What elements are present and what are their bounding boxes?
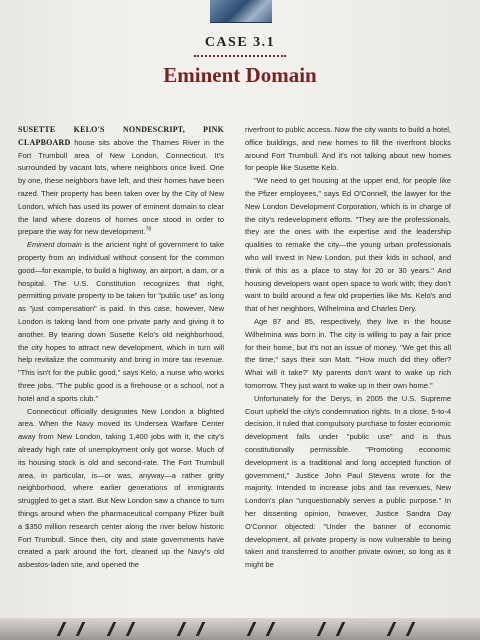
- paragraph-1-text: house sits above the Thames River in the Fort Trumbull area of New London, Connecticut. It's surrounded by vacant lots, where neighbors once lived. One by one, these neighbors have left, and their homes have been razed. Their property has been taken over by the City of New London, which has used its power of eminent domain to clear the land where dozens of homes once stood in order to prepare the way for new development.: [18, 137, 224, 237]
- paragraph-7: Unfortunately for the Derys, in 2005 the U.S. Supreme Court upheld the city's condemnation rights. In a close, 5-to-4 decision, it ruled that compulsory purchase to foster economic development falls under "public use" and is thus constitutionally permissible. "Promoting economic development is a traditional and long accepted function of government," Justice John Paul Stevens wrote for the majority. Intended to increase jobs and tax revenues, New London's plan "unquestionably serves a public purpose." In her dissenting opinion, however, Justice Sandra Day O'Connor objected: "Under the banner of economic development, all private property is now vulnerable to being taken and transferred to another private owner, so long as it might be: [245, 393, 451, 570]
- header-photo-strip: [210, 0, 272, 23]
- paragraph-2-text: is the ancient right of government to take property from an individual without consent for the common good—for example, to build a highway, an airport, a dam, or a hospital. The U.S. Constitution recognizes that right, permitting private property to be taken for "public use" as long as "just compensation" is paid. In this case, however, New London is taking land from one private party and giving it to another. By tearing down Susette Kelo's old neighborhood, the city hopes to attract new development, which in turn will help revitalize the community and bring in more tax revenue. "This isn't for the public good," says Kelo, a nurse who works three jobs. "The public good is a firehouse or a school, not a hotel and a sports club.": [18, 240, 224, 403]
- paragraph-2: [18, 239, 224, 405]
- term-eminent-domain: Eminent domain: [27, 240, 82, 250]
- decor-mark: [107, 622, 136, 636]
- paragraph-4: riverfront to public access. Now the city wants to build a hotel, office buildings, and new homes to fill the riverfront blocks around Fort Trumbull. And it's not talking about new homes for people like Susette Kelo.: [245, 125, 451, 173]
- decor-mark: [387, 622, 416, 636]
- decor-mark: [317, 622, 346, 636]
- page-bottom-edge: [0, 618, 480, 640]
- dotted-rule: [194, 55, 286, 57]
- paragraph-6: Age 87 and 85, respectively, they live in the house Wilhelmina was born in. The city is willing to pay a fair price for their home, but it's not an issue of money. "We get this all the time," says their son Matt. "'How much did they offer? What will it take?' My parents don't want to wake up rich tomorrow. They just want to wake up in their own home.": [245, 316, 451, 390]
- paragraph-3: Connecticut officially designates New London a blighted area. When the Navy moved its Undersea Warfare Center away from New London, taking 1,400 jobs with it, the city's already high rate of unemployment only got worse. Much of its housing stock is old and second-rate. The Fort Trumbull area, in particular, is—or was, anyway—a rather gritty neighborhood, where earlier generations of immigrants struggled to get a start. But New London saw a chance to turn things around when the pharmaceutical company Pfizer built a $350 million research center along the river below historic Fort Trumbull. Since then, city and state governments have created a park around the fort, cleaned up the Navy's old asbestos-laden site, and opened the: [18, 406, 224, 570]
- paragraph-1: [18, 124, 224, 239]
- decor-mark: [177, 622, 206, 636]
- left-column: [18, 124, 224, 572]
- decor-mark: [247, 622, 276, 636]
- page-title: Eminent Domain: [163, 63, 317, 87]
- footnote-ref: 78: [145, 226, 152, 233]
- paragraph-5: "We need to get housing at the upper end, for people like the Pfizer employees," says Ed O'Connell, the lawyer for the New London Development Corporation, which is in charge of the city's redevelopment efforts. "They are the professionals, they are the ones with the expertise and the leadership qualities to remake the city—the young urban professionals who will invest in New London, put their kids in school, and think of this as a place to stay for 20 or 30 years." And housing developers want open space to work with; they don't want to build around a few old properties like Ms. Kelo's and that of her neighbors, Wilhelmina and Charles Dery.: [245, 176, 451, 314]
- decor-mark: [57, 622, 86, 636]
- right-column: [245, 124, 451, 572]
- case-label: CASE 3.1: [204, 35, 276, 50]
- lead-in: SUSETTE KELO'S NONDESCRIPT, PINK CLAPBOARD: [18, 125, 224, 147]
